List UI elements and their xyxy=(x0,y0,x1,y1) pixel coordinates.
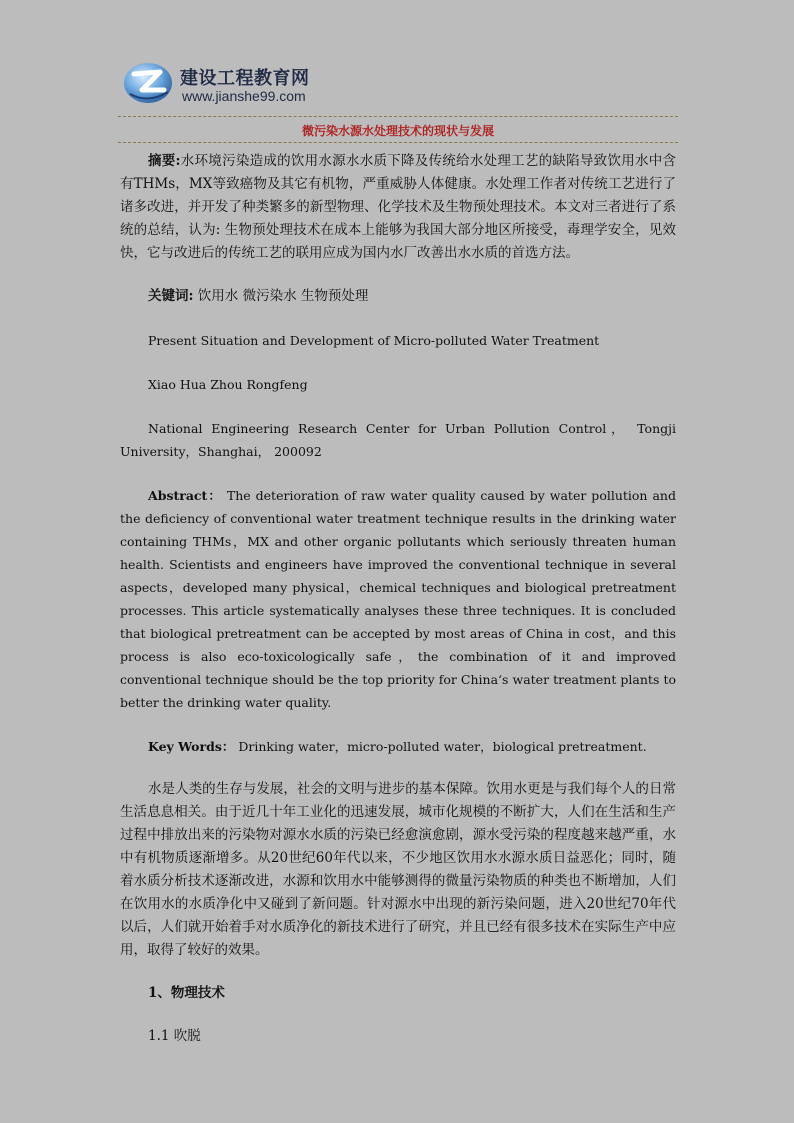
authors-en: Xiao Hua Zhou Rongfeng xyxy=(148,377,308,392)
abstract-zh-text: 水环境污染造成的饮用水源水水质下降及传统给水处理工艺的缺陷导致饮用水中含有THMs，MX等致癌物及其它有机物，严重威胁人体健康。水处理工作者对传统工艺进行了诸多改进，并开发了种类繁多的新型物理、化学技术及生物预处理技术。本文对三者进行了系统的总结，认为: 生物预处理技术在成本上能够为我国大部分地区所接受，毒理学安全，见效快，它与改进后的传统工艺的联用应成为国内水厂改善出水水质的首选方法。 xyxy=(120,153,677,261)
affiliation-en: National Engineering Research Center for Urban Pollution Control， Tongji University，Shanghai， 200092 xyxy=(120,421,676,459)
keywords-en xyxy=(120,735,676,758)
title-en: Present Situation and Development of Micro-polluted Water Treatment xyxy=(148,333,600,348)
abstract-zh-label: 摘要: xyxy=(148,153,181,169)
keywords-en-text: Drinking water，micro-polluted water，biological pretreatment. xyxy=(238,739,647,754)
logo-z-icon xyxy=(122,60,174,106)
document-body xyxy=(120,150,676,1048)
section-heading-1: 1、物理技术 xyxy=(148,985,225,1001)
keywords-zh-label: 关键词: xyxy=(148,288,194,304)
abstract-zh xyxy=(120,150,676,265)
abstract-en xyxy=(120,484,676,714)
abstract-en-text: The deterioration of raw water quality caused by water pollution and the deficiency of conventional water treatment technique results in the drinking water containing THMs，MX and other organic pollutants which seriously threaten human health. Scientists and engineers have improved the conventional technique in several aspects，developed many physical，chemical techniques and biological pretreatment processes. This article systematically analyses these three techniques. It is concluded that biological pretreatment can be accepted by most areas of China in cost，and this process is also eco-toxicologically safe，the combination of it and improved conventional technique should be the top priority for China‘s water treatment plants to better the drinking water quality. xyxy=(120,488,676,710)
header-divider xyxy=(118,116,678,117)
brand-url: www.jianshe99.com xyxy=(182,88,306,104)
title-divider xyxy=(118,142,678,143)
subsection-heading-1-1: 1.1 吹脱 xyxy=(148,1028,201,1044)
site-header xyxy=(118,58,678,118)
abstract-en-label: Abstract： xyxy=(148,488,222,503)
keywords-zh-text: 饮用水 微污染水 生物预处理 xyxy=(197,288,369,304)
brand-name: 建设工程教育网 xyxy=(180,68,310,89)
keywords-en-label: Key Words： xyxy=(148,739,235,754)
document-title: 微污染水源水处理技术的现状与发展 xyxy=(301,124,494,138)
keywords-zh xyxy=(120,285,676,308)
intro-paragraph: 水是人类的生存与发展，社会的文明与进步的基本保障。饮用水更是与我们每个人的日常生活息息相关。由于近几十年工业化的迅速发展，城市化规模的不断扩大，人们在生活和生产过程中排放出来的污染物对源水水质的污染已经愈演愈剧，源水受污染的程度越来越严重，水中有机物质逐渐增多。从20世纪60年代以来，不少地区饮用水水源水质日益恶化；同时，随着水质分析技术逐渐改进，水源和饮用水中能够测得的微量污染物质的种类也不断增加，人们在饮用水的水质净化中又碰到了新问题。针对源水中出现的新污染问题，进入20世纪70年代以后，人们就开始着手对水质净化的新技术进行了研究，并且已经有很多技术在实际生产中应用，取得了较好的效果。 xyxy=(120,781,676,958)
